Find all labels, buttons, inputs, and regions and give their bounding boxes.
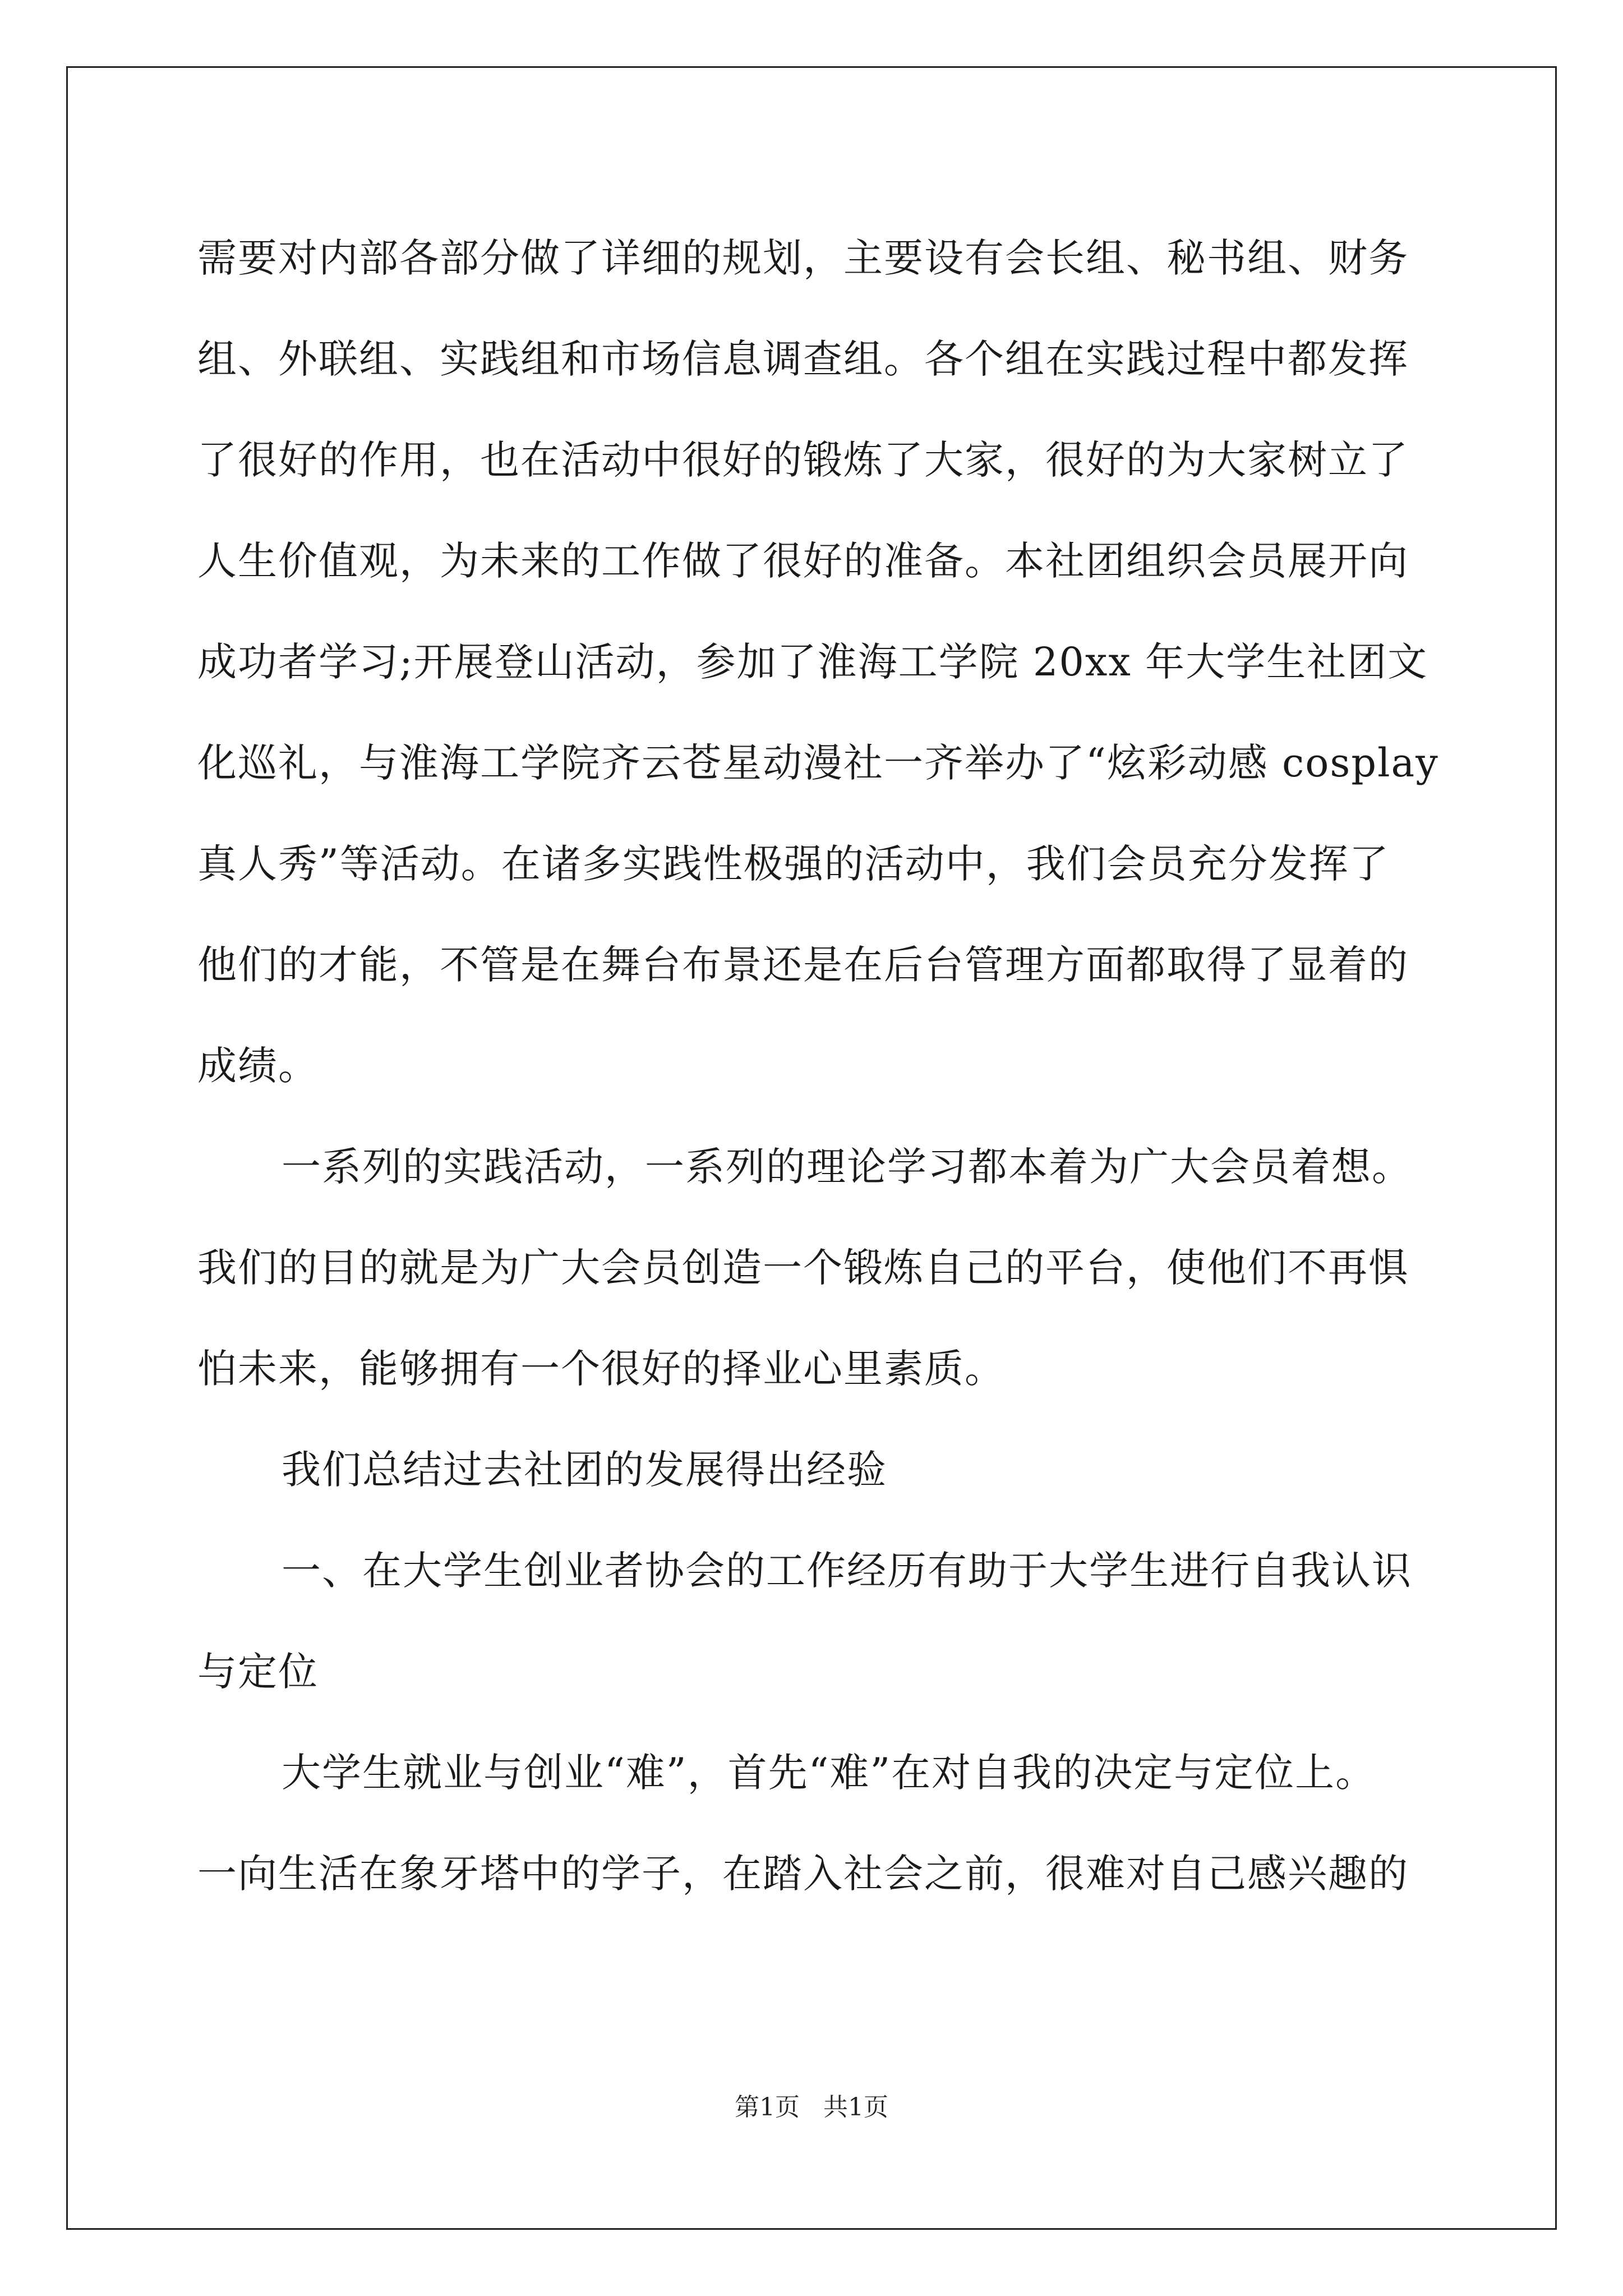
text-line: 组、外联组、实践组和市场信息调查组。各个组在实践过程中都发挥 <box>197 336 1409 382</box>
text-line: 怕未来，能够拥有一个很好的择业心里素质。 <box>197 1346 1005 1392</box>
text-line: 真人秀”等活动。在诸多实践性极强的活动中，我们会员充分发挥了 <box>197 841 1390 887</box>
text-line: 我们的目的就是为广大会员创造一个锻炼自己的平台，使他们不再惧 <box>197 1245 1409 1291</box>
text-line: 人生价值观，为未来的工作做了很好的准备。本社团组织会员展开向 <box>197 538 1409 584</box>
text-line: 一向生活在象牙塔中的学子，在踏入社会之前，很难对自己感兴趣的 <box>197 1851 1409 1897</box>
page-number: 第1页 <box>735 2093 800 2122</box>
page-footer <box>0 2087 1623 2123</box>
text-line: 成绩。 <box>197 1043 319 1089</box>
text-line: 成功者学习;开展登山活动，参加了淮海工学院 20xx 年大学生社团文 <box>197 639 1428 685</box>
text-line: 他们的才能，不管是在舞台布景还是在后台管理方面都取得了显着的 <box>197 942 1409 988</box>
paragraph-first-line: 一系列的实践活动，一系列的理论学习都本着为广大会员着想。 <box>282 1144 1412 1190</box>
text-line: 化巡礼，与淮海工学院齐云苍星动漫社一齐举办了“炫彩动感 cosplay <box>197 740 1439 786</box>
paragraph-first-line: 大学生就业与创业“难”，首先“难”在对自我的决定与定位上。 <box>282 1750 1376 1796</box>
text-line: 了很好的作用，也在活动中很好的锻炼了大家，很好的为大家树立了 <box>197 437 1409 483</box>
paragraph-first-line: 一、在大学生创业者协会的工作经历有助于大学生进行自我认识 <box>282 1548 1412 1594</box>
text-line: 与定位 <box>197 1649 319 1695</box>
document-body <box>197 208 1439 1924</box>
page-total: 共1页 <box>823 2093 888 2122</box>
paragraph-first-line: 我们总结过去社团的发展得出经验 <box>282 1447 887 1493</box>
text-line: 需要对内部各部分做了详细的规划，主要设有会长组、秘书组、财务 <box>197 235 1409 281</box>
